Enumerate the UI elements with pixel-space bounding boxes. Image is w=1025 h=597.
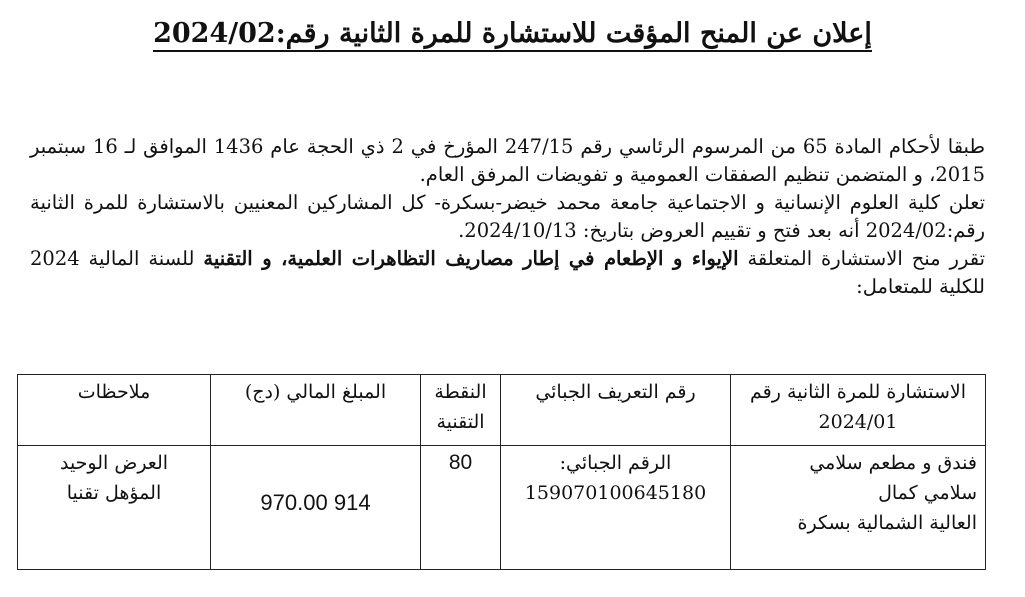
- company-owner: سلامي كمال: [878, 482, 977, 504]
- cell-amount: [211, 446, 421, 570]
- award-decision-subject: الإيواء و الإطعام في إطار مصاريف التظاهرات العلمية، و التقنية: [203, 247, 739, 270]
- cell-tax-id: [501, 446, 731, 570]
- award-decision-intro: تقرر منح الاستشارة المتعلقة: [747, 247, 985, 270]
- faculty-announcement-paragraph: تعلن كلية العلوم الإنسانية و الاجتماعية جامعة محمد خيضر-بسكرة- كل المشاركين المعنيين بالاستشارة للمرة الثانية رقم:2024/02 أنه بعد فتح و تقييم العروض بتاريخ: 2024/10/13.: [30, 191, 985, 242]
- header-notes: ملاحظات: [18, 375, 211, 446]
- table-row: [18, 446, 986, 570]
- header-tax-id: رقم التعريف الجبائي: [501, 375, 731, 446]
- announcement-body: [30, 133, 985, 301]
- tech-points-value: 80: [448, 451, 473, 474]
- header-consultation: الاستشارة للمرة الثانية رقم 2024/01: [731, 375, 986, 446]
- cell-notes: [18, 446, 211, 570]
- announcement-title: [0, 14, 1025, 54]
- amount-value: 914 970.00: [260, 490, 371, 515]
- cell-tech-points: [421, 446, 501, 570]
- legal-basis-paragraph: طبقا لأحكام المادة 65 من المرسوم الرئاسي رقم 247/15 المؤرخ في 2 ذي الحجة عام 1436 الموافق لـ 16 سبتمبر 2015، و المتضمن تنظيم الصفقات العمومية و تفويضات المرفق العام.: [30, 135, 985, 186]
- notes-line1: العرض الوحيد: [59, 452, 169, 474]
- award-table: [17, 374, 986, 570]
- tax-id-label: الرقم الجبائي:: [559, 452, 672, 474]
- award-decision-paragraph: [30, 245, 985, 301]
- table-header-row: [18, 375, 986, 446]
- cell-company: [731, 446, 986, 570]
- company-address: العالية الشمالية بسكرة: [797, 512, 977, 534]
- announcement-title-text: إعلان عن المنح المؤقت للاستشارة للمرة الثانية رقم:2024/02: [153, 18, 872, 52]
- notes-line2: المؤهل تقنيا: [66, 482, 162, 504]
- header-tech-points: النقطة التقنية: [421, 375, 501, 446]
- tax-id-value: 159070100645180: [524, 482, 707, 504]
- award-decision-outro: للسنة المالية 2024 للكلية للمتعامل:: [30, 247, 985, 298]
- company-name: فندق و مطعم سلامي: [809, 452, 977, 474]
- header-amount: المبلغ المالي (دج): [211, 375, 421, 446]
